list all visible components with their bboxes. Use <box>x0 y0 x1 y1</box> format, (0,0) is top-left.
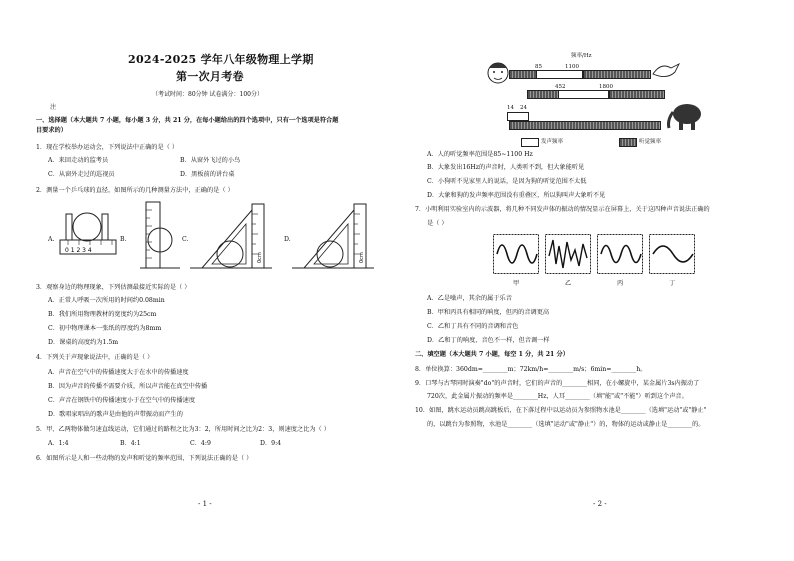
exam-info: （考试时间：80分钟 试卷满分：100分） <box>152 91 263 98</box>
q6-stem: 6．如图所示是人和一些动物的发声和听觉的频率范围，下列说法正确的是（ ） <box>36 455 253 462</box>
dog-hear-bar-right <box>609 90 665 99</box>
q3-option-b: B．我们所用物理教材的宽度约为25cm <box>48 311 157 318</box>
q7-stem: 7．小明利用实验室内的示波器，将几种不同发声体的振动的情况显示在屏幕上，关于这四种声音说法正确的 <box>415 206 710 213</box>
section1-header-cont: 目要求的） <box>36 127 67 134</box>
exam-subtitle: 第一次月考卷 <box>176 70 244 83</box>
q3-stem: 3．观察身边的物理现象，下列估测最接近实际的是（ ） <box>36 284 191 291</box>
page-number-1: - 1 - <box>198 500 212 508</box>
human-emit-low: 85 <box>535 64 542 70</box>
note-label: 注 <box>50 104 57 111</box>
legend-emit-swatch <box>521 138 539 147</box>
q6-option-b: B．大象发出16Hz的声音时，人类听不到，但大象能听见 <box>427 164 585 171</box>
q2-figure-b <box>140 200 180 272</box>
q1-option-c: C．从窗外走过的巡视员 <box>48 171 115 178</box>
waveform-label-ding: 丁 <box>669 280 676 287</box>
elephant-icon <box>665 98 705 132</box>
q1-option-d: D．黑板前的讲台桌 <box>180 171 235 178</box>
q9-text-cont: 720次，此金属片振动的频率是________Hz，人耳________（填"能"或"不能"）听到这个声音。 <box>427 393 688 400</box>
q2-figure-d <box>292 200 374 272</box>
exam-title: 2024-2025 学年八年级物理上学期 <box>128 53 314 66</box>
elephant-high: 24 <box>520 105 527 111</box>
dog-emit-bar <box>557 90 609 99</box>
q10-text: 10．如图，跳水运动员跳高跳板后，在下落过程中以运动员为参照物水池是________（选填"运动"或"静止" <box>415 407 707 414</box>
q4-option-b: B．因为声音的传播不需要介质，所以声音能在真空中传播 <box>48 383 208 390</box>
bird-icon <box>651 60 681 82</box>
q2-label-d: D. <box>284 236 291 243</box>
q1-stem: 1．现在学校举办运动会，下列说法中正确的是（ ） <box>36 144 179 151</box>
q5-option-b: B．4:1 <box>120 440 141 447</box>
section1-header: 一、选择题（本大题共 7 小题，每小题 3 分，共 21 分，在每小题给出的四个选项中，只有一个选项是符合题 <box>36 117 339 124</box>
q5-option-a: A．1:4 <box>48 440 69 447</box>
q3-option-c: C．初中物理课本一张纸的厚度约为8mm <box>48 325 162 332</box>
q5-stem: 5．甲、乙两物体做匀速直线运动，它们通过的路程之比为3：2，所用时间之比为2：3，则速度之比为（ ） <box>36 426 330 433</box>
dog-hear-bar-left <box>527 90 559 99</box>
waveform-label-yi: 乙 <box>565 280 572 287</box>
q4-option-d: D．歌唱家唱出的歌声是由他的声带振动而产生的 <box>48 411 183 418</box>
q9-text: 9．口琴与古琴同时演奏"do"的声音时，它们的声音的________相同，在小螺旋中，某金属片3s内振动了 <box>415 380 700 387</box>
q1-option-a: A．来回走动的监考员 <box>48 157 109 164</box>
q1-option-b: B．从窗外飞过的小鸟 <box>180 157 241 164</box>
section2-header: 二、填空题（本大题共 7 小题，每空 1 分，共 21 分） <box>415 351 569 358</box>
q3-option-a: A．正常人呼吸一次所用的时间约0.08min <box>48 297 165 304</box>
q6-option-a: A．人的听觉频率范围是85~1100 Hz <box>427 151 533 158</box>
chart-axis-label: 频率/Hz <box>571 53 592 59</box>
q2-d-unit: 0cm <box>359 252 365 263</box>
q2-label-a: A. <box>48 236 55 243</box>
q7-option-c: C．乙和丁具有不同的音调和音色 <box>427 323 519 330</box>
q7-option-d: D．乙和丁的响度、音色不一样，但音调一样 <box>427 337 550 344</box>
human-hear-bar-right <box>583 70 651 79</box>
waveform-label-bing: 丙 <box>617 280 624 287</box>
legend-emit-label: 发声频率 <box>541 139 564 145</box>
human-hear-low: 452 <box>555 84 566 90</box>
q7-option-a: A．乙是噪声，其余的属于乐音 <box>427 295 512 302</box>
q4-option-a: A．声音在空气中的传播速度大于在水中的传播速度 <box>48 369 189 376</box>
q7-stem-cont: 是（ ） <box>427 220 448 227</box>
q2-ruler-ticks: 0 1 2 3 4 <box>65 247 92 254</box>
q6-option-d: D．大象和狗的发声频率范围没有重叠区，所以狗叫声大象听不见 <box>427 192 606 199</box>
q2-stem: 2．测量一个乒乓球的直径，如图所示的几种测量方法中，正确的是（ ） <box>36 187 234 194</box>
q2-label-b: B. <box>120 236 127 243</box>
elephant-emit-bar <box>507 112 529 121</box>
q6-option-c: C．小狗听不见家里人的说话，是因为狗的听觉范围不太低 <box>427 178 587 185</box>
waveform-bing <box>597 234 643 274</box>
q5-option-d: D．9:4 <box>260 440 282 447</box>
page-number-2: - 2 - <box>593 500 607 508</box>
q3-option-d: D．课桌的高度约为1.5m <box>48 339 119 346</box>
human-emit-bar <box>535 70 583 79</box>
human-hear-bar-left <box>509 70 537 79</box>
waveform-ding <box>649 234 695 274</box>
q8-text: 8．单位换算：360dm=________m；72km/h=________m/s；6min=________h。 <box>415 366 647 373</box>
q2-figure-a <box>58 198 118 260</box>
q2-label-c: C. <box>182 236 189 243</box>
elephant-hear-bar <box>509 121 661 130</box>
q2-c-unit: 0cm <box>257 252 263 263</box>
waveform-jia <box>493 234 539 274</box>
legend-hear-label: 听觉频率 <box>639 139 662 145</box>
q5-option-c: C．4:9 <box>190 440 211 447</box>
human-emit-high: 1100 <box>565 64 579 70</box>
q4-option-c: C．声音在钢铁中的传播速度小于在空气中的传播速度 <box>48 397 196 404</box>
waveform-yi <box>545 234 591 274</box>
q4-stem: 4．下列关于声现象说法中，正确的是（ ） <box>36 354 154 361</box>
q7-option-b: B．甲和丙具有相同的响度，但丙的音调更高 <box>427 309 550 316</box>
page-right <box>397 0 794 561</box>
waveform-label-jia: 甲 <box>513 280 520 287</box>
q2-figure-c <box>190 200 272 272</box>
human-hear-high: 1800 <box>599 84 613 90</box>
q10-text-cont: 的，以跳台为参照物，水池是________（选填"运动"或"静止"）的，物体的运动或静止是________的。 <box>427 421 705 428</box>
elephant-low: 14 <box>507 105 514 111</box>
legend-hear-swatch <box>619 138 637 147</box>
